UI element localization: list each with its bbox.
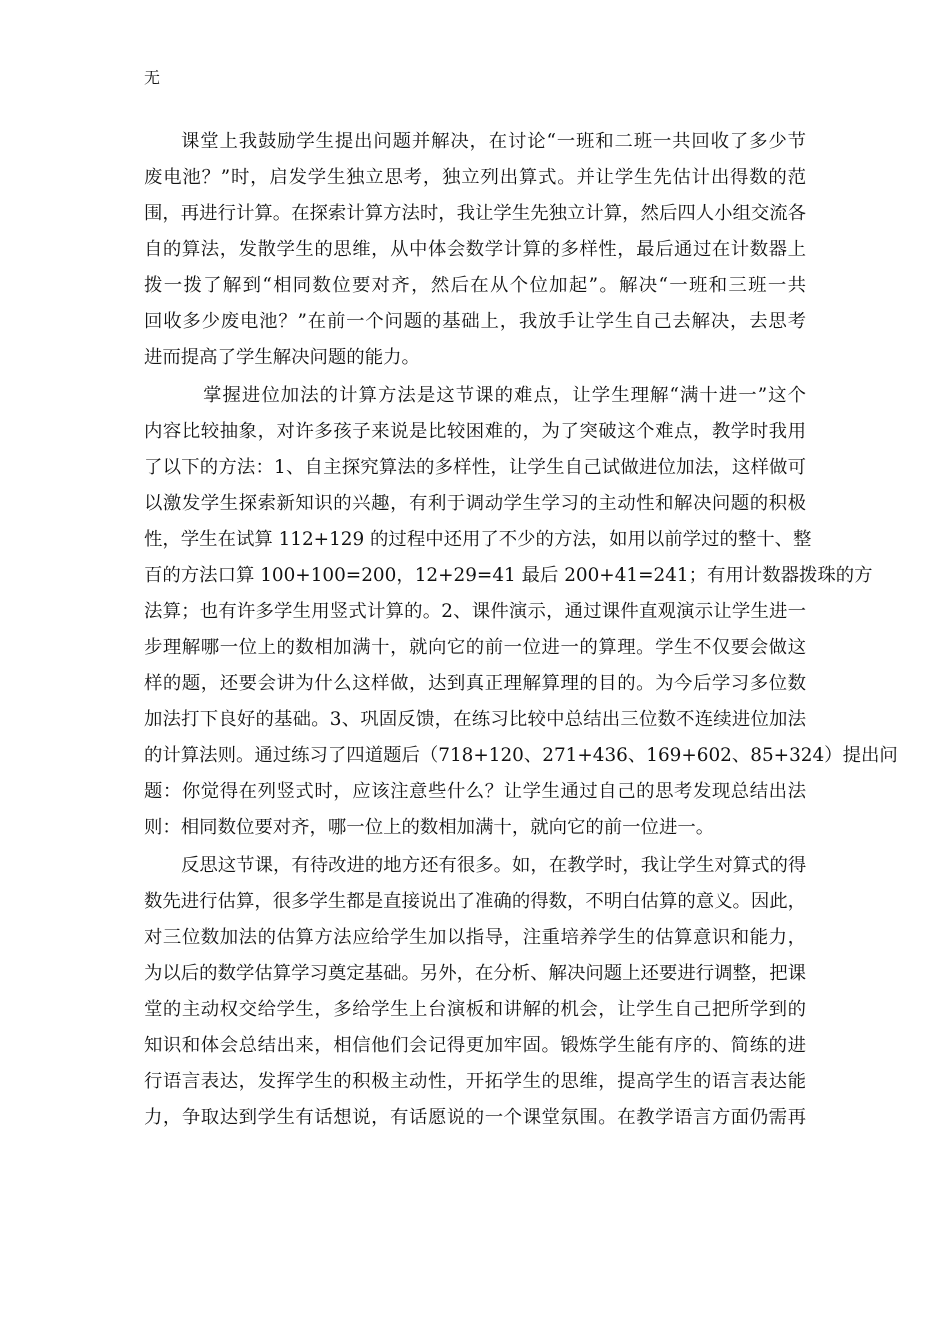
paragraph-2	[144, 378, 898, 846]
paragraph-line: 回收多少废电池？”在前一个问题的基础上，我放手让学生自己去解决，去思考	[144, 311, 806, 332]
paragraph-line: 废电池？”时，启发学生独立思考，独立列出算式。并让学生先估计出得数的范	[144, 167, 806, 188]
paragraph-line: 了以下的方法：1、自主探究算法的多样性，让学生自己试做进位加法，这样做可	[144, 457, 806, 478]
paragraph-line: 堂的主动权交给学生，多给学生上台演板和讲解的机会，让学生自己把所学到的	[144, 999, 806, 1020]
paragraph-line: 百的方法口算 100+100=200，12+29=41 最后 200+41=241；有用计数器拨珠的方	[144, 565, 873, 586]
paragraph-line: 性，学生在试算 112+129 的过程中还用了不少的方法，如用以前学过的整十、整	[144, 529, 812, 550]
paragraph-line: 力，争取达到学生有话想说，有话愿说的一个课堂氛围。在教学语言方面仍需再	[144, 1107, 806, 1128]
paragraph-line: 以激发学生探索新知识的兴趣，有利于调动学生学习的主动性和解决问题的积极	[144, 493, 806, 514]
document-body	[144, 124, 898, 1136]
paragraph-line: 题：你觉得在列竖式时，应该注意些什么？让学生通过自己的思考发现总结出法	[144, 781, 806, 802]
paragraph-line: 反思这节课，有待改进的地方还有很多。如，在教学时，我让学生对算式的得	[181, 855, 807, 876]
paragraph-3	[144, 848, 806, 1136]
paragraph-line: 自的算法，发散学生的思维，从中体会数学计算的多样性，最后通过在计数器上	[144, 239, 806, 260]
paragraph-line: 掌握进位加法的计算方法是这节课的难点，让学生理解“满十进一”这个	[203, 385, 806, 406]
paragraph-line: 加法打下良好的基础。3、巩固反馈，在练习比较中总结出三位数不连续进位加法	[144, 709, 806, 730]
paragraph-line: 围，再进行计算。在探索计算方法时，我让学生先独立计算，然后四人小组交流各	[144, 203, 807, 224]
paragraph-line: 的计算法则。通过练习了四道题后（718+120、271+436、169+602、85+324）提出问	[144, 745, 898, 766]
paragraph-line: 进而提高了学生解决问题的能力。	[144, 347, 420, 368]
paragraph-line: 数先进行估算，很多学生都是直接说出了准确的得数，不明白估算的意义。因此，	[144, 891, 807, 912]
paragraph-line: 内容比较抽象，对许多孩子来说是比较困难的，为了突破这个难点，教学时我用	[144, 421, 806, 442]
paragraph-line: 行语言表达，发挥学生的积极主动性，开拓学生的思维，提高学生的语言表达能	[144, 1071, 806, 1092]
paragraph-line: 步理解哪一位上的数相加满十，就向它的前一位进一的算理。学生不仅要会做这	[144, 637, 806, 658]
paragraph-line: 则：相同数位要对齐，哪一位上的数相加满十，就向它的前一位进一。	[144, 817, 715, 838]
paragraph-1	[144, 124, 806, 376]
paragraph-line: 法算；也有许多学生用竖式计算的。2、课件演示，通过课件直观演示让学生进一	[144, 601, 806, 622]
paragraph-line: 样的题，还要会讲为什么这样做，达到真正理解算理的目的。为今后学习多位数	[144, 673, 806, 694]
header-mark: 无	[144, 68, 161, 87]
paragraph-line: 知识和体会总结出来，相信他们会记得更加牢固。锻炼学生能有序的、简练的进	[144, 1035, 806, 1056]
paragraph-line: 课堂上我鼓励学生提出问题并解决，在讨论“一班和二班一共回收了多少节	[181, 131, 806, 152]
paragraph-line: 为以后的数学估算学习奠定基础。另外，在分析、解决问题上还要进行调整，把课	[144, 963, 807, 984]
paragraph-line: 对三位数加法的估算方法应给学生加以指导，注重培养学生的估算意识和能力，	[144, 927, 806, 948]
paragraph-line: 拨一拨了解到“相同数位要对齐，然后在从个位加起”。解决“一班和三班一共	[144, 275, 806, 296]
